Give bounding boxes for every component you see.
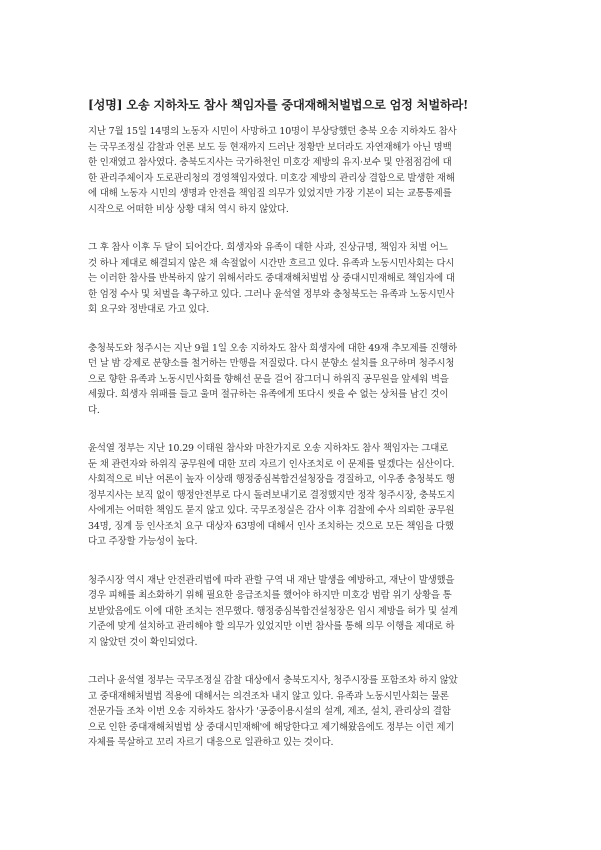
- paragraph-line: 는 이러한 참사를 반복하지 않기 위해서라도 중대재해처벌법 상 중대시민재해로 책임자에 대: [88, 273, 455, 284]
- paragraph-line: 고 중대재해처벌법 적용에 대해서는 의견조차 내지 않고 있다. 유족과 노동시민사회는 물론: [88, 690, 449, 702]
- paragraph-line: 한 인재였고 참사였다. 충북도지사는 국가하천인 미호강 제방의 유지·보수 및 안점점검에 대: [88, 157, 452, 168]
- paragraph-line: 보받았음에도 이에 대한 조치는 전무했다. 행정중심복합건설청장은 임시 제방을 허가 및 설계: [88, 605, 458, 617]
- paragraph-line: 회 요구와 정반대로 가고 있다.: [88, 304, 210, 315]
- paragraph-line: 사에게는 어떠한 책임도 묻지 않고 있다. 국무조정실은 감사 이후 검찰에 수사 의뢰한 공무원: [88, 505, 455, 516]
- document-body: [88, 124, 516, 774]
- paragraph-line: 한 엄정 수사 및 처벌을 촉구하고 있다. 그러나 윤석열 정부와 충청북도는 유족과 노동시민사: [88, 288, 455, 300]
- paragraph-line: 으로 인한 중대재해처벌법 상 중대시민재해'에 해당한다고 제기해왔음에도 정부는 이런 제기: [88, 721, 455, 733]
- paragraph-line: 시작으로 어떠한 비상 상황 대처 역시 하지 않았다.: [88, 203, 289, 215]
- paragraph-line: 한 관리주체이자 도로관리청의 경영책임자였다. 미호강 제방의 관리상 결함으로 발생한 재해: [88, 172, 455, 184]
- paragraph: [88, 341, 516, 419]
- paragraph-line: 던 날 밤 강제로 분향소를 철거하는 만행을 저질렀다. 다시 분향소 설치를 요구하며 청주시청: [88, 358, 455, 369]
- paragraph-line: 것 하나 제대로 해결되지 않은 채 속절없이 시간만 흐르고 있다. 유족과 노동시민사회는 다시: [88, 257, 455, 269]
- paragraph-line: 기준에 맞게 설치하고 관리해야 할 의무가 있었지만 이번 참사를 통해 의무 이행을 제대로 하: [88, 621, 455, 632]
- paragraph-line: 지난 7월 15일 14명의 노동자 시민이 사망하고 10명이 부상당했던 충북 오송 지하차도 참사: [88, 126, 457, 137]
- document-title: [성명] 오송 지하차도 참사 책임자를 중대재해처벌법으로 엄정 처벌하라!: [88, 98, 469, 112]
- paragraph-line: 둔 채 관련자와 하위직 공무원에 대한 꼬리 자르기 인사조치로 이 문제를 덮겠다는 심산이다.: [88, 458, 455, 470]
- paragraph-line: 정부지사는 보직 없이 행정안전부로 다시 돌려보내기로 결정했지만 정작 청주시장, 충북도지: [88, 489, 455, 501]
- paragraph-line: 전문가들 조차 이번 오송 지하차도 참사가 '공중이용시설의 설계, 제조, 설치, 관리상의 결함: [88, 706, 451, 717]
- paragraph-line: 윤석열 정부는 지난 10.29 이태원 참사와 마찬가지로 오송 지하차도 참사 책임자는 그대로: [88, 443, 449, 454]
- paragraph: [88, 124, 516, 217]
- paragraph-line: 으로 향한 유족과 노동시민사회를 향해선 문을 걸어 잠그더니 하위직 공무원을 앞세워 벽을: [88, 373, 449, 385]
- paragraph-line: 34명, 징계 등 인사조치 요구 대상자 63명에 대해서 인사 조치하는 것으로 모든 책임을 다했: [88, 520, 454, 532]
- paragraph: [88, 673, 516, 751]
- paragraph-line: 충청북도와 청주시는 지난 9월 1일 오송 지하차도 참사 희생자에 대한 49재 추모제를 진행하: [88, 342, 457, 354]
- paragraph-line: 사회적으로 비난 여론이 높자 이상래 행정중심복합건설청장을 경질하고, 이우종 충청북도 행: [88, 474, 455, 485]
- paragraph-line: 그러나 윤석열 정부는 국무조정실 감찰 대상에서 충북도지사, 청주시장를 포함조차 하지 않았: [88, 675, 458, 686]
- paragraph-line: 세웠다. 희생자 위패를 들고 울며 절규하는 유족에게 또다시 씻을 수 없는 상처를 남긴 것이: [88, 389, 449, 400]
- paragraph: [88, 573, 516, 651]
- paragraph-line: 경우 피해를 최소화하기 위해 필요한 응급조치를 했어야 하지만 미호강 범람 위기 상황을 통: [88, 590, 452, 601]
- paragraph-line: 에 대해 노동자 시민의 생명과 안전을 책임질 의무가 있었지만 가장 기본이 되는 교통통제를: [88, 188, 452, 199]
- paragraph-line: 청주시장 역시 재난 안전관리법에 따라 관할 구역 내 재난 발생을 예방하고, 재난이 발생했을: [88, 574, 455, 586]
- paragraph: [88, 240, 516, 318]
- paragraph-line: 자체를 묵살하고 꼬리 자르기 대응으로 일관하고 있는 것이다.: [88, 737, 334, 748]
- paragraph: [88, 441, 516, 550]
- paragraph-line: 다.: [88, 404, 100, 416]
- paragraph-line: 는 국무조정실 감찰과 언론 보도 등 현재까지 드러난 정황만 보더라도 자연재해가 아닌 명백: [88, 141, 452, 153]
- paragraph-line: 그 후 참사 이후 두 달이 되어간다. 희생자와 유족이 대한 사과, 진상규명, 책임자 처벌 어느: [88, 242, 448, 253]
- paragraph-line: 다고 주장할 가능성이 높다.: [88, 536, 198, 547]
- paragraph-line: 지 않았던 것이 확인되었다.: [88, 636, 198, 648]
